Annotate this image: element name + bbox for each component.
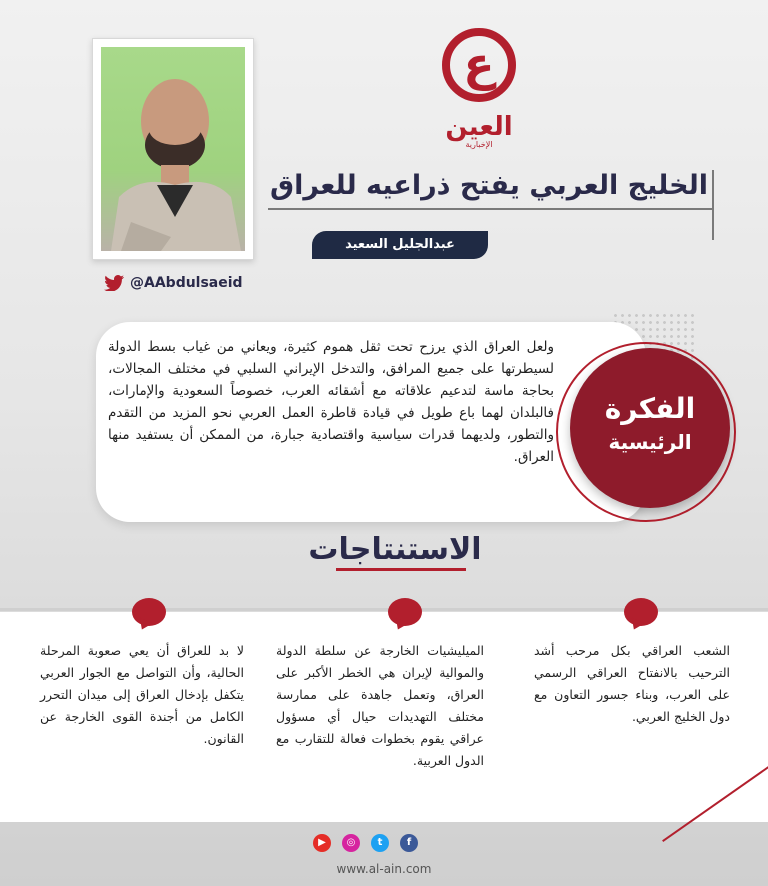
title-side-line — [712, 170, 714, 240]
main-idea-badge — [570, 348, 730, 508]
main-idea-label-1: الفكرة — [604, 392, 696, 425]
youtube-icon[interactable]: ▶ — [313, 834, 331, 852]
instagram-icon[interactable]: ◎ — [342, 834, 360, 852]
author-photo-frame — [92, 38, 254, 260]
logo-wordmark: العين — [445, 112, 513, 142]
conclusion-item-1: الشعب العراقي بكل مرحب أشد الترحيب بالانفتاح العراقي الرسمي على العرب، وبناء جسور التعاون مع دول الخليج العربي. — [534, 643, 730, 724]
headline: الخليج العربي يفتح ذراعيه للعراق — [270, 170, 708, 201]
author-name-badge: عبدالجليل السعيد — [312, 231, 488, 259]
main-idea-label-2: الرئيسية — [608, 430, 692, 454]
author-photo — [101, 47, 245, 251]
conclusion-item-3: لا بد للعراق أن يعي صعوبة المرحلة الحالية، وأن التواصل مع الجوار العربي يتكفل بإدخال العراق إلى ميدان التحرر الكامل من أجندة القوى الخارجة عن القانون. — [40, 643, 244, 746]
logo-glyph: ع — [463, 37, 495, 91]
site-url[interactable]: www.al-ain.com — [336, 862, 432, 876]
twitter-icon — [104, 275, 124, 291]
logo-subtitle: الإخبارية — [465, 140, 493, 149]
twitter-handle-row[interactable] — [104, 272, 243, 294]
main-idea-text: ولعل العراق الذي يرزح تحت ثقل هموم كثيرة، ويعاني من غياب بسط الدولة لسيطرتها على جميع المرافق، والتدخل الإيراني السلبي في مختلف المجالات، بحاجة ماسة لتدعيم علاقاته مع أشقائه العرب، خصوصاً السعودية والإمارات، فالبلدان لهما باع طويل في قيادة قاطرة العمل العربي نحو المزيد من التقدم والتطور، ولديهما قدرات سياسية واقتصادية جبارة، من الممكن أن يستفيد منها العراق. — [108, 339, 554, 465]
facebook-icon[interactable]: f — [400, 834, 418, 852]
conclusions-underline — [336, 568, 466, 571]
chat-bubble-icon — [132, 598, 168, 628]
title-underline — [268, 208, 714, 210]
conclusion-item-2: الميليشيات الخارجة عن سلطة الدولة والموالية لإيران هي الخطر الأكبر على العراق، وتعمل جاهدة على ممارسة مختلف التهديدات حيال أي مسؤول عراقي يقوم بخطوات فعالة للتقارب مع الدول العربية. — [276, 643, 484, 768]
chat-bubble-icon — [388, 598, 424, 628]
conclusions-title: الاستنتاجات — [308, 532, 482, 567]
twitter-icon[interactable]: t — [371, 834, 389, 852]
twitter-handle: @AAbdulsaeid — [130, 275, 243, 291]
chat-bubble-icon — [624, 598, 660, 628]
